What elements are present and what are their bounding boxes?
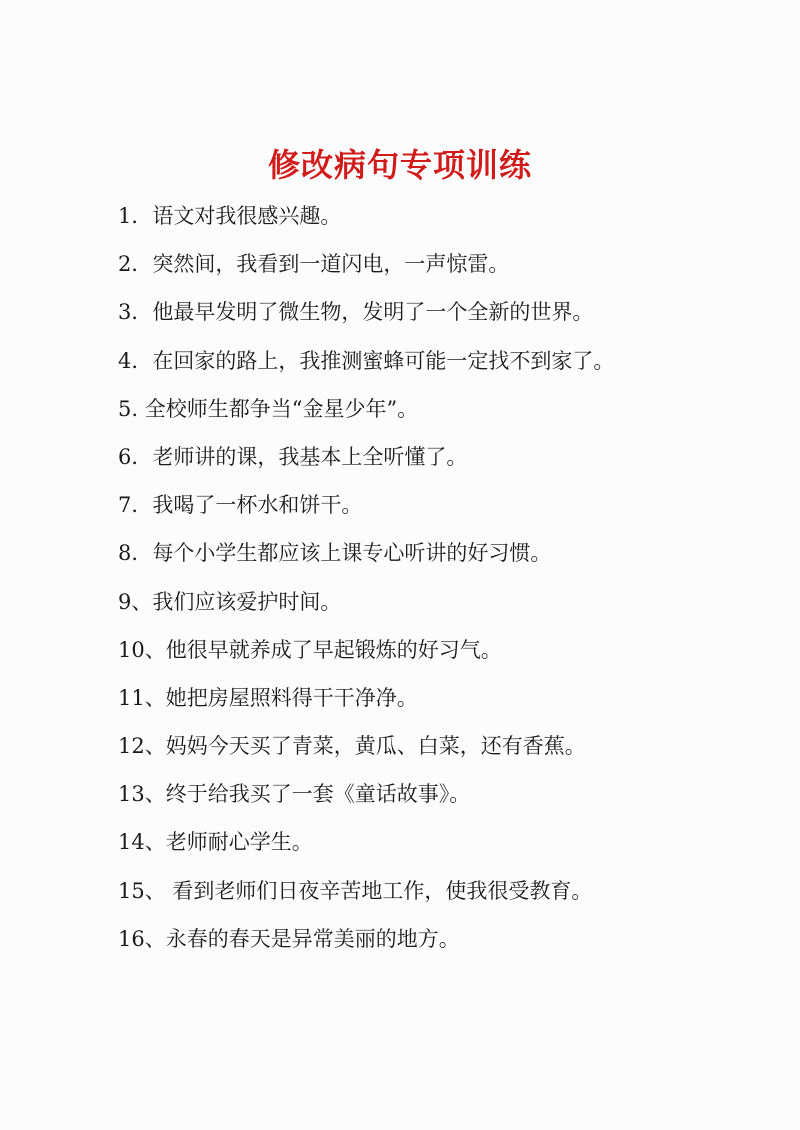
list-item: 7．我喝了一杯水和饼干。 xyxy=(118,493,363,518)
list-item: 6．老师讲的课，我基本上全听懂了。 xyxy=(118,444,468,469)
sentence-list xyxy=(118,198,758,969)
list-item: 3．他最早发明了微生物，发明了一个全新的世界。 xyxy=(118,300,594,325)
list-item: 12、妈妈今天买了青菜，黄瓜、白菜，还有香蕉。 xyxy=(118,734,586,759)
page-title: 修改病句专项训练 xyxy=(267,146,532,184)
list-item: 14、老师耐心学生。 xyxy=(118,830,313,855)
list-item: 8．每个小学生都应该上课专心听讲的好习惯。 xyxy=(118,541,552,566)
list-item: 1．语文对我很感兴趣。 xyxy=(118,204,342,228)
list-item: 9、我们应该爱护时间。 xyxy=(118,589,342,614)
list-item: 4．在回家的路上，我推测蜜蜂可能一定找不到家了。 xyxy=(118,348,615,373)
list-item: 13、终于给我买了一套《童话故事》。 xyxy=(118,782,471,807)
list-item: 11、她把房屋照料得干干净净。 xyxy=(118,685,418,710)
list-item: 5. 全校师生都争当“金星少年”。 xyxy=(118,396,419,421)
list-item: 2．突然间，我看到一道闪电，一声惊雷。 xyxy=(118,252,510,277)
list-item: 10、他很早就养成了早起锻炼的好习气。 xyxy=(118,637,502,662)
list-item: 16、永春的春天是异常美丽的地方。 xyxy=(118,926,460,951)
list-item: 15、 看到老师们日夜辛苦地工作，使我很受教育。 xyxy=(118,878,593,903)
